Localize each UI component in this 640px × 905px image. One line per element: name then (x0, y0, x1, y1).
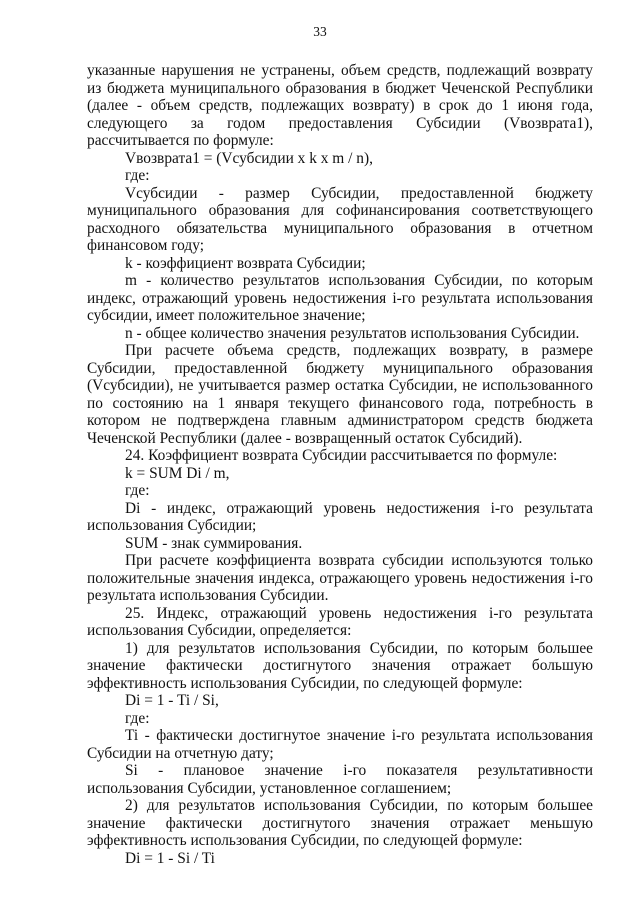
definition-si: Si - плановое значение i-го показателя результативности использования Субсидии, установленное соглашением; (87, 762, 593, 797)
page-number: 33 (313, 24, 327, 39)
where-label: где: (125, 167, 150, 184)
definition-vsubsidy: Vсубсидии - размер Субсидии, предоставленной бюджету муниципального образования для софинансирования соответствующего расходного обязательства муниципального образования в отчетном финансовом году; (87, 184, 593, 254)
definition-ti: Ti - фактически достигнутое значение i-го результата использования Субсидии на отчетную дату; (87, 727, 593, 762)
paragraph-25-item-1: 1) для результатов использования Субсидии, по которым большее значение фактически достигнутого значения отражает большую эффективность использования Субсидии, по следующей формуле: (87, 639, 593, 692)
paragraph-continuation: указанные нарушения не устранены, объем средств, подлежащий возврату из бюджета муниципального образования в бюджет Чеченской Республики (далее - объем средств, подлежащих возврату) в срок до 1 июня года, следующего за годом предоставления Субсидии (Vвозврата1), рассчитывается по формуле: (87, 62, 593, 149)
where-label: где: (125, 709, 150, 727)
where-label: где: (125, 482, 150, 499)
definition-n: n - общее количество значения результатов использования Субсидии. (125, 324, 580, 342)
definition-k: k - коэффициент возврата Субсидии; (125, 254, 366, 272)
formula-di-1: Di = 1 - Ti / Si, (125, 692, 219, 709)
definition-m: m - количество результатов использования Субсидии, по которым индекс, отражающий уровень недостижения i-го результата использования субсидии, имеет положительное значение; (87, 272, 593, 324)
paragraph-positive-values: При расчете коэффициента возврата субсидии используются только положительные значения индекса, отражающего уровень недостижения i-го результата использования Субсидии. (87, 552, 593, 604)
definition-sum: SUM - знак суммирования. (125, 534, 303, 552)
paragraph-subsidy-calculation: При расчете объема средств, подлежащих возврату, в размере Субсидии, предоставленной бюджету муниципального образования (Vсубсидии), не учитывается размер остатка Субсидии, не использованного по состоянию на 1 января текущего финансового года, потребность в котором не подтверждена главным администратором средств бюджета Чеченской Республики (далее - возвращенный остаток Субсидий). (87, 342, 593, 447)
formula-vreturn: Vвозврата1 = (Vсубсидии x k x m / n), (125, 149, 373, 167)
paragraph-25: 25. Индекс, отражающий уровень недостижения i-го результата использования Субсидии, определяется: (87, 604, 593, 639)
formula-k: k = SUM Di / m, (125, 464, 230, 482)
document-body (87, 62, 593, 867)
formula-di-2: Di = 1 - Si / Ti (125, 849, 215, 867)
definition-di: Di - индекс, отражающий уровень недостижения i-го результата использования Субсидии; (87, 499, 593, 534)
paragraph-25-item-2: 2) для результатов использования Субсидии, по которым большее значение фактически достигнутого значения отражает меньшую эффективность использования Субсидии, по следующей формуле: (87, 797, 593, 849)
paragraph-24: 24. Коэффициент возврата Субсидии рассчитывается по формуле: (125, 447, 558, 464)
